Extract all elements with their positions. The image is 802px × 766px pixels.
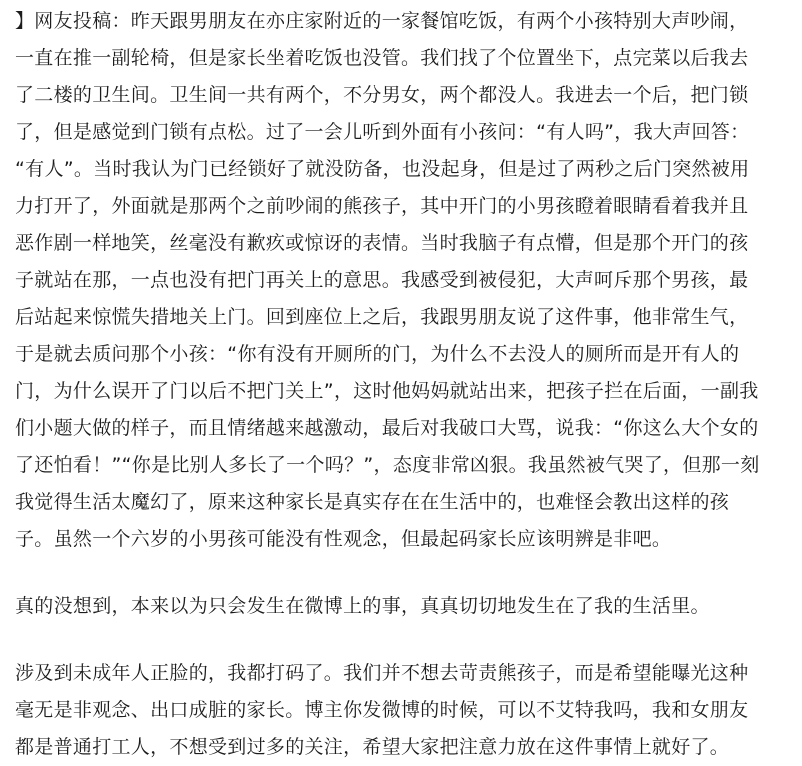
- text-line: 们小题大做的样子，而且情绪越来越激动，最后对我破口大骂，说我：“你这么大个女的: [15, 417, 759, 439]
- text-line: 涉及到未成年人正脸的，我都打码了。我们并不想去苛责熊孩子，而是希望能曝光这种: [15, 662, 749, 684]
- text-line: 真的没想到，本来以为只会发生在微博上的事，真真切切地发生在了我的生活里。: [15, 595, 710, 617]
- text-line: “有人”。当时我认为门已经锁好了就没防备，也没起身，但是过了两秒之后门突然被用: [15, 158, 750, 180]
- text-line: 都是普通打工人，不想受到过多的关注，希望大家把注意力放在这件事情上就好了。: [15, 736, 730, 758]
- paragraph-story: [15, 0, 795, 558]
- text-line: 了还怕看！”“你是比别人多长了一个吗？”，态度非常凶狠。我虽然被气哭了，但那一刻: [15, 454, 760, 476]
- text-line: 后站起来惊慌失措地关上门。回到座位上之后，我跟男朋友说了这件事，他非常生气，: [15, 306, 749, 328]
- text-line: 一直在推一副轮椅，但是家长坐着吃饭也没管。我们找了个位置坐下，点完菜以后我去: [15, 47, 749, 69]
- text-line: 力打开了，外面就是那两个之前吵闹的熊孩子，其中开门的小男孩瞪着眼睛看着我并且: [15, 195, 749, 217]
- text-line: 毫无是非观念、出口成脏的家长。博主你发微博的时候，可以不艾特我吗，我和女朋友: [15, 699, 749, 721]
- text-line: 子。虽然一个六岁的小男孩可能没有性观念，但最起码家长应该明辨是非吧。: [15, 528, 672, 550]
- post-text: [15, 0, 795, 766]
- text-line: 于是就去质问那个小孩：“你有没有开厕所的门，为什么不去没人的厕所而是开有人的: [15, 343, 740, 365]
- paragraph-reflection: [15, 588, 795, 625]
- text-line: 子就站在那，一点也没有把门再关上的意思。我感受到被侵犯，大声呵斥那个男孩，最: [15, 269, 749, 291]
- paragraph-gap: [15, 625, 795, 655]
- text-line: 了，但是感觉到门锁有点松。过了一会儿听到外面有小孩问：“有人吗”，我大声回答：: [15, 121, 750, 143]
- text-line: 恶作剧一样地笑，丝毫没有歉疚或惊讶的表情。当时我脑子有点懵，但是那个开门的孩: [15, 232, 749, 254]
- text-line: 门，为什么误开了门以后不把门关上”，这时他妈妈就站出来，把孩子拦在后面，一副我: [15, 380, 759, 402]
- paragraph-gap: [15, 558, 795, 588]
- paragraph-request: [15, 655, 795, 766]
- text-line: 了二楼的卫生间。卫生间一共有两个，不分男女，两个都没人。我进去一个后，把门锁: [15, 84, 749, 106]
- text-line: 我觉得生活太魔幻了，原来这种家长是真实存在在生活中的，也难怪会教出这样的孩: [15, 491, 730, 513]
- text-line: 】网友投稿：昨天跟男朋友在亦庄家附近的一家餐馆吃饭，有两个小孩特别大声吵闹，: [15, 10, 749, 32]
